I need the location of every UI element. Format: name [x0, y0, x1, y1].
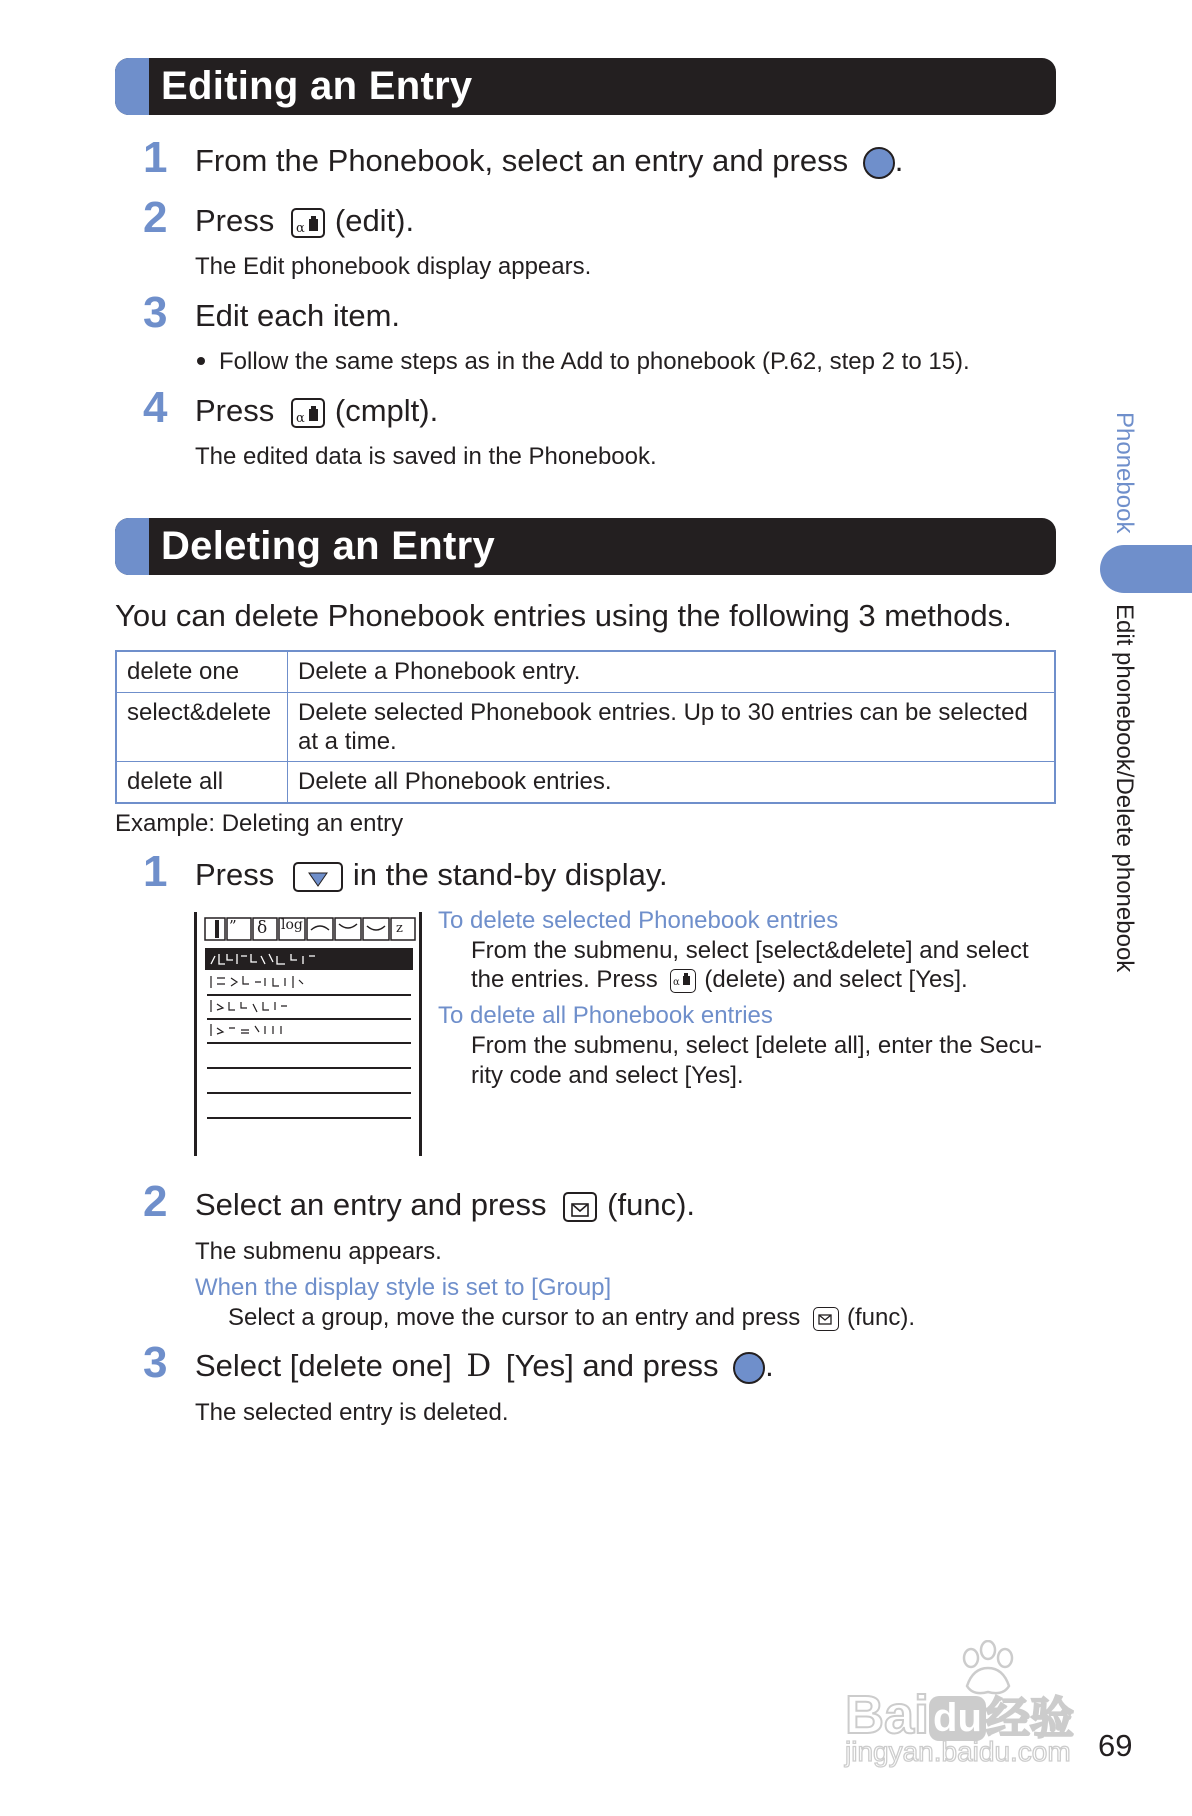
mail-key-icon: [813, 1307, 839, 1331]
tip-text: From the submenu, select [delete all], enter the Secu-: [471, 1032, 1042, 1059]
watermark-brand: Bai du经验: [845, 1685, 1074, 1745]
phone-divider: [207, 1067, 411, 1069]
phone-tab-label: log: [281, 917, 303, 933]
phone-tab-label: δ: [257, 918, 268, 938]
tip-text: From the submenu, select [select&delete] and select: [471, 937, 1029, 964]
method-name: delete all: [116, 762, 288, 803]
step-text: Press α (cmplt).: [195, 393, 439, 428]
phone-entry-row: [205, 1020, 405, 1040]
phone-divider: [207, 1092, 411, 1094]
tip-text: the entries. Press α (delete) and select [Yes].: [471, 966, 968, 993]
phone-entry-row: [205, 996, 405, 1016]
step-text: Press in the stand-by display.: [195, 857, 668, 892]
step-number: 1: [143, 133, 168, 182]
phone-divider: [207, 1117, 411, 1119]
page-number: 69: [1098, 1728, 1133, 1763]
step-note: The edited data is saved in the Phonebook.: [195, 443, 657, 470]
phone-tab-label: ”: [229, 917, 237, 935]
tip-heading: To delete all Phonebook entries: [438, 1002, 773, 1029]
sidebar-topic: Edit phonebook/Delete phonebook: [1111, 604, 1138, 973]
method-name: delete one: [116, 651, 288, 692]
step-text: Edit each item.: [195, 298, 401, 333]
section-title: Deleting an Entry: [161, 524, 496, 568]
sidebar-tab: [1100, 545, 1192, 593]
step-text: Select an entry and press (func).: [195, 1187, 696, 1222]
bullet-note: Follow the same steps as in the Add to phonebook (P.62, step 2 to 15).: [195, 347, 970, 377]
step-text: From the Phonebook, select an entry and press .: [195, 143, 904, 178]
section-header-deleting: [115, 518, 1056, 575]
step-text: Select [delete one] D [Yes] and press .: [195, 1348, 774, 1384]
step-note: The submenu appears.: [195, 1238, 442, 1265]
select-key-icon: [733, 1352, 765, 1384]
section-accent: [115, 58, 149, 115]
section-title: Editing an Entry: [161, 64, 473, 108]
mail-key-icon: [563, 1192, 597, 1222]
tip-heading: To delete selected Phonebook entries: [438, 907, 839, 934]
method-desc: Delete all Phonebook entries.: [288, 762, 1056, 803]
intro-text: You can delete Phonebook entries using the following 3 methods.: [115, 598, 1012, 633]
table-row: [116, 692, 1055, 762]
phone-selected-row: [205, 948, 413, 970]
step-number: 2: [143, 193, 168, 242]
step-number: 4: [143, 383, 168, 432]
methods-table: [115, 650, 1056, 804]
step-number: 3: [143, 288, 168, 337]
tip-text: Select a group, move the cursor to an entry and press (func).: [228, 1304, 915, 1331]
tip-text: rity code and select [Yes].: [471, 1062, 744, 1089]
section-accent: [115, 518, 149, 575]
method-name: select&delete: [116, 692, 288, 762]
camera-key-icon: [291, 398, 325, 428]
phone-divider: [207, 1042, 411, 1044]
phone-tab-label: z: [396, 921, 403, 936]
camera-key-icon: [291, 208, 325, 238]
down-key-icon: [293, 862, 343, 892]
svg-text:α: α: [295, 410, 305, 426]
svg-text:α: α: [673, 976, 681, 988]
step-number: 2: [143, 1177, 168, 1226]
watermark-url: jingyan.baidu.com: [845, 1736, 1071, 1767]
step-text: Press α (edit).: [195, 203, 415, 238]
step-note: The Edit phonebook display appears.: [195, 253, 592, 280]
bullet-icon: [197, 357, 205, 365]
phone-entry-row: [205, 972, 405, 992]
step-note: The selected entry is deleted.: [195, 1399, 509, 1426]
camera-key-icon: [670, 969, 696, 993]
example-label: Example: Deleting an entry: [115, 810, 404, 837]
table-row: [116, 762, 1055, 803]
method-desc: Delete a Phonebook entry.: [288, 651, 1056, 692]
sidebar-category: Phonebook: [1111, 412, 1138, 534]
table-row: [116, 651, 1055, 692]
section-header-editing: [115, 58, 1056, 115]
phone-screen-illustration: [194, 912, 422, 1156]
step-number: 1: [143, 847, 168, 896]
method-desc: Delete selected Phonebook entries. Up to 30 entries can be selected at a time.: [288, 692, 1056, 762]
svg-text:α: α: [295, 220, 305, 236]
tip-heading: When the display style is set to [Group]: [195, 1274, 612, 1301]
arrow-glyph: D: [466, 1348, 492, 1384]
select-key-icon: [863, 147, 895, 179]
step-number: 3: [143, 1338, 168, 1387]
